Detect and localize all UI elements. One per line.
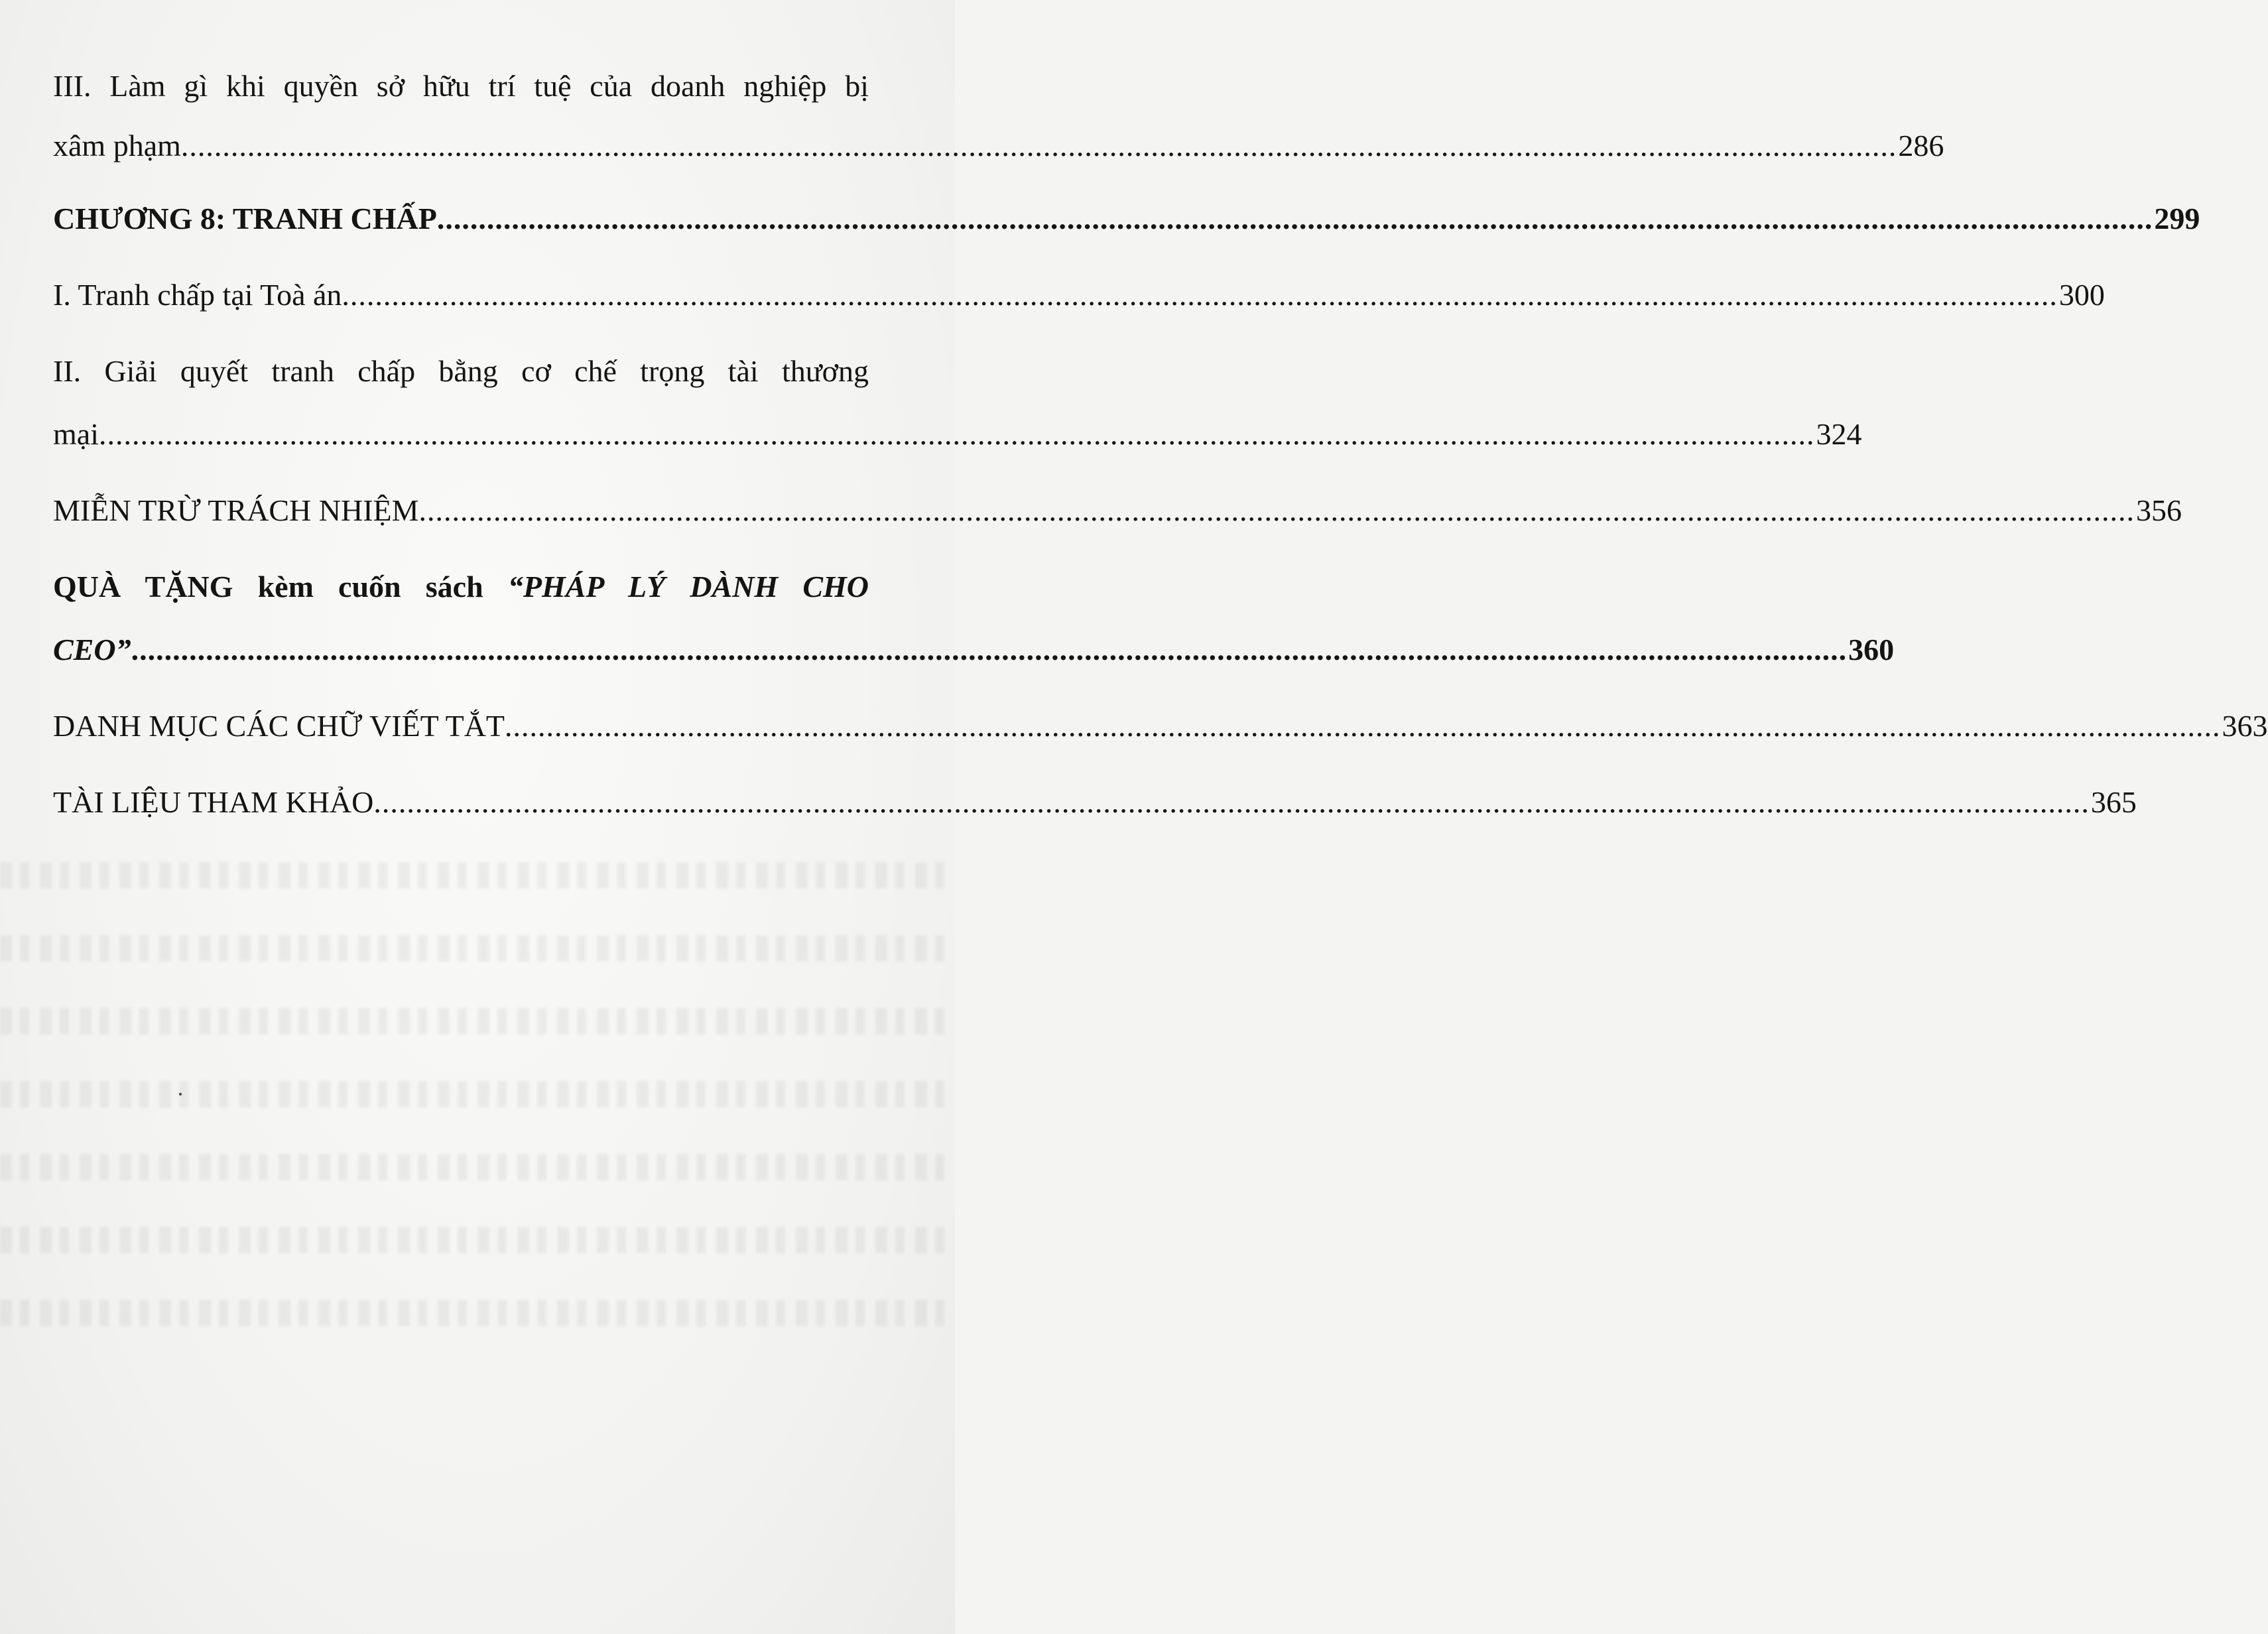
toc-entry-book-title-continued: CEO”: [53, 633, 131, 666]
toc-entry: [53, 126, 1944, 166]
toc-chapter-entry: [53, 199, 2200, 239]
toc-entry-title-continued: mại: [53, 417, 99, 451]
toc-page-number: 360: [1848, 633, 1895, 666]
bleed-through-line: [0, 862, 955, 889]
toc-entry-title: DANH MỤC CÁC CHỮ VIẾT TẮT: [53, 709, 505, 743]
toc-page-number: 356: [2136, 493, 2182, 527]
toc-page-number: 363: [2222, 709, 2268, 743]
bleed-through-line: [0, 1081, 955, 1107]
toc-entry-book-title: “PHÁP LÝ DÀNH CHO: [507, 570, 869, 603]
toc-page-number: 300: [2058, 278, 2105, 312]
dot-leader: ...............................................................................................................................................................................................................: [418, 493, 2135, 527]
toc-page-number: 324: [1816, 417, 1862, 451]
toc-entry-title-continued: xâm phạm: [53, 129, 181, 162]
dot-leader: ...............................................................................................................................................................................................................: [342, 278, 2058, 312]
toc-page-number: 286: [1898, 129, 1944, 162]
toc-entry: [53, 783, 2137, 822]
toc-entry-title: MIỄN TRỪ TRÁCH NHIỆM: [53, 493, 419, 527]
toc-entry-title: TÀI LIỆU THAM KHẢO: [53, 785, 374, 819]
bleed-through-line: [0, 935, 955, 962]
dot-leader: ...............................................................................................................................................................................................................: [373, 785, 2090, 819]
toc-chapter-title: CHƯƠNG 8: TRANH CHẤP: [53, 202, 437, 235]
toc-entry-line: [53, 66, 869, 106]
toc-entry-title: I. Tranh chấp tại Toà án: [53, 278, 342, 312]
bleed-through-line: [0, 1008, 955, 1035]
bleed-through-line: [0, 1227, 955, 1253]
dot-leader: ...............................................................................................................................................................................................................: [98, 417, 1815, 451]
toc-page-number: 365: [2090, 785, 2137, 819]
dust-speck: [179, 1093, 182, 1096]
dot-leader: ...............................................................................................................................................................................................................: [436, 202, 2153, 235]
dot-leader: ...............................................................................................................................................................................................................: [180, 129, 1897, 162]
toc-entry-line: [53, 351, 869, 391]
toc-entry: [53, 706, 2268, 746]
dot-leader: ...............................................................................................................................................................................................................: [505, 709, 2221, 743]
toc-entry-title: II. Giải quyết tranh chấp bằng cơ chế trọng tài thương: [53, 354, 869, 388]
bleed-through-line: [0, 1154, 955, 1180]
toc-entry: [53, 275, 2105, 315]
toc-entry-line: [53, 567, 869, 607]
toc-entry: [53, 630, 1895, 670]
toc-entry: [53, 491, 2182, 531]
dot-leader: ...............................................................................................................................................................................................................: [131, 633, 1848, 666]
toc-entry-title: QUÀ TẶNG kèm cuốn sách: [53, 570, 483, 603]
bleed-through-line: [0, 1300, 955, 1326]
toc-page-number: 299: [2154, 202, 2200, 235]
toc-entry-title: III. Làm gì khi quyền sở hữu trí tuệ của doanh nghiệp bị: [53, 69, 869, 103]
toc-entry: [53, 414, 1862, 454]
